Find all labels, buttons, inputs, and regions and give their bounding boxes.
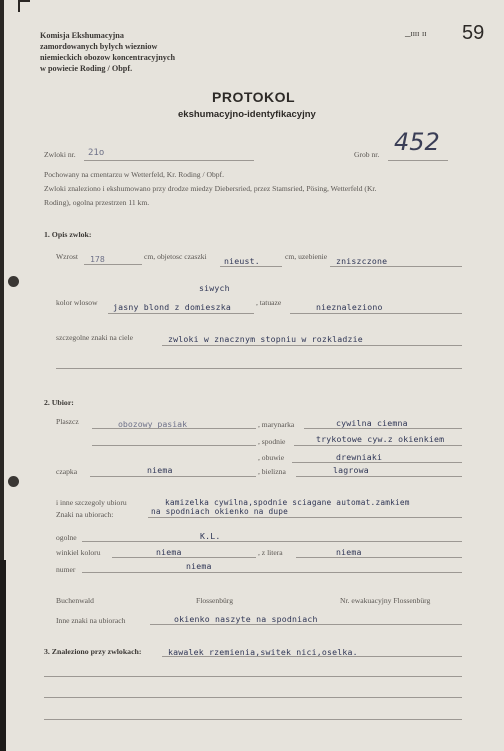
bielizna-value: lagrowa	[333, 465, 369, 475]
grob-underline	[388, 160, 448, 161]
section-3-underline	[162, 656, 462, 657]
winkiel-underline	[112, 557, 256, 558]
blank-line-1	[56, 368, 462, 369]
numer-value: niema	[186, 561, 212, 571]
czaszka-value: nieust.	[224, 256, 260, 266]
uzebienie-value: zniszczone	[336, 256, 388, 266]
siwych-value: siwych	[199, 283, 230, 293]
cm-uzebienie-label: cm, uzebienie	[285, 252, 328, 261]
zwloki-underline	[84, 160, 254, 161]
blank-line-2	[44, 676, 462, 677]
zwloki-label: Zwloki nr.	[44, 150, 76, 159]
section-3-heading: 3. Znaleziono przy zwlokach:	[44, 647, 142, 656]
spodnie-underline	[294, 445, 462, 446]
inne-szczegoly-value-bottom: na spodniach okienko na dupe	[151, 507, 289, 516]
plaszcz-label: Plaszcz	[56, 417, 79, 426]
tatuaze-underline	[290, 313, 462, 314]
tatuaze-label: , tatuaze	[256, 298, 282, 307]
page-title: PROTOKOL	[212, 89, 296, 105]
tatuaze-value: nieznaleziono	[316, 302, 383, 312]
org-line-3: niemieckich obozow koncentracyjnych	[40, 53, 176, 62]
inne-znaki-value: okienko naszyte na spodniach	[174, 614, 318, 624]
czapka-underline	[90, 476, 256, 477]
inne-szczegoly-value-top: kamizelka cywilna,spodnie sciagane automat.zamkiem	[165, 498, 410, 507]
scan-left-edge-shadow	[0, 560, 6, 751]
cm-czaszka-label: cm, objetosc czaszki	[144, 252, 207, 261]
inne-szczegoly-label: i inne szczegoly ubioru	[56, 498, 127, 507]
ogolne-value: K.L.	[200, 531, 221, 541]
org-line-1: Komisja Ekshumacyjna	[40, 31, 124, 40]
znaleziono-line-2: Roding), ogolna przestrzen 11 km.	[44, 198, 150, 207]
inne-underline	[148, 517, 462, 518]
section-2-heading: 2. Ubior:	[44, 398, 74, 407]
section-3-value: kawalek rzemienia,switek nici,oselka.	[168, 647, 358, 657]
plaszcz-value: obozowy pasiak	[118, 419, 188, 429]
corner-note: –ᴵᴵᴵᴵ ᴵᴵ	[405, 30, 427, 42]
numer-underline	[82, 572, 462, 573]
inne-znaki-underline	[150, 624, 462, 625]
pochowany-text: Pochowany na cmentarzu w Wetterfeld, Kr. Roding / Obpf.	[44, 170, 224, 179]
marynarka-label: , marynarka	[258, 420, 295, 429]
winkiel-value: niema	[156, 547, 182, 557]
znaki-ciele-value: zwloki w znacznym stopniu w rozkladzie	[168, 334, 363, 344]
camp-nr-ewakuacyjny: Nr. ewakuacyjny Flossenbürg	[340, 596, 431, 605]
section-1-heading: 1. Opis zwlok:	[44, 230, 92, 239]
blank-line-4	[44, 719, 462, 720]
spodnie-value: trykotowe cyw.z okienkiem	[316, 434, 445, 444]
kolor-underline	[108, 313, 254, 314]
kolor-wlosow-value: jasny blond z domieszka	[113, 302, 231, 312]
litera-value: niema	[336, 547, 362, 557]
bielizna-label: , bielizna	[258, 467, 286, 476]
corner-mark	[18, 0, 30, 12]
znaki-ubior-label: Znaki na ubiorach:	[56, 510, 114, 519]
znaki-underline	[162, 345, 462, 346]
czaszka-underline	[220, 266, 282, 267]
grob-value: 452	[394, 128, 440, 156]
znaki-ciele-label: szczegolne znaki na ciele	[56, 333, 133, 342]
plaszcz-underline	[92, 428, 256, 429]
camp-buchenwald: Buchenwald	[56, 596, 94, 605]
binder-hole-bottom	[8, 476, 19, 487]
blank-line-3	[44, 697, 462, 698]
page-number: 59	[462, 22, 485, 44]
litera-underline	[296, 557, 462, 558]
ogolne-label: ogolne	[56, 533, 77, 542]
wzrost-value: 178	[90, 254, 105, 264]
bielizna-underline	[296, 476, 462, 477]
winkiel-label: winkiel koloru	[56, 548, 101, 557]
spodnie-label: , spodnie	[258, 437, 286, 446]
znaleziono-line-1: Zwloki znaleziono i ekshumowano przy drodze miedzy Diebersried, przez Stamsried, Pösing, Wetterfeld (Kr.	[44, 184, 377, 193]
ogolne-underline	[82, 541, 462, 542]
czapka-label: czapka	[56, 467, 78, 476]
inne-znaki-label: Inne znaki na ubiorach	[56, 616, 126, 625]
binder-hole-top	[8, 276, 19, 287]
camp-flossenburg: Flossenbürg	[196, 596, 233, 605]
obuwie-value: drewniaki	[336, 452, 383, 462]
obuwie-underline	[292, 462, 462, 463]
grob-label: Grob nr.	[354, 150, 380, 159]
litera-label: , z litera	[258, 548, 283, 557]
kolor-wlosow-label: kolor wlosow	[56, 298, 98, 307]
obuwie-label: , obuwie	[258, 453, 285, 462]
page-subtitle: ekshumacyjno-identyfikacyjny	[178, 109, 316, 120]
marynarka-value: cywilna ciemna	[336, 418, 408, 428]
czapka-value: niema	[147, 465, 173, 475]
marynarka-underline	[304, 428, 462, 429]
wzrost-label: Wzrost	[56, 252, 78, 261]
org-line-4: w powiecie Roding / Obpf.	[40, 64, 133, 73]
blank-left-underline	[92, 445, 256, 446]
uzebienie-underline	[330, 266, 462, 267]
wzrost-underline	[84, 264, 142, 265]
numer-label: numer	[56, 565, 76, 574]
org-line-2: zamordowanych bylych wiezniow	[40, 42, 158, 51]
zwloki-value: 21o	[88, 148, 105, 158]
